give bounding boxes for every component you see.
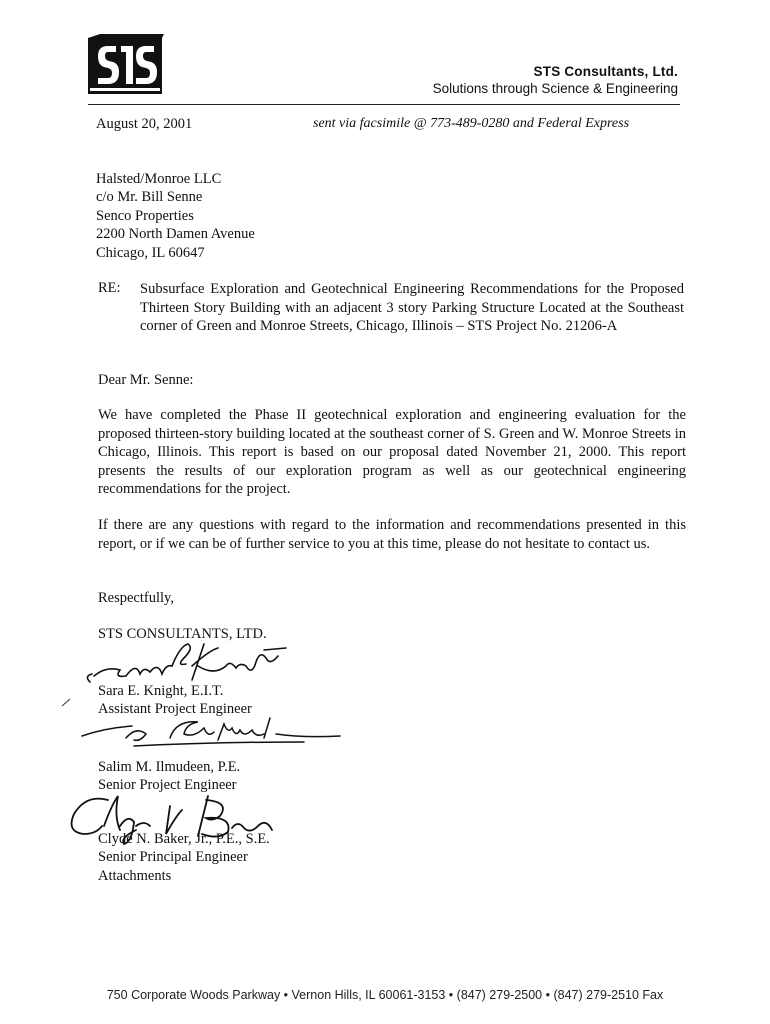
address-line: Chicago, IL 60647	[96, 244, 205, 261]
letter-date: August 20, 2001	[96, 116, 193, 132]
footer-address: 750 Corporate Woods Parkway • Vernon Hills, IL 60061-3153 • (847) 279-2500 • (847) 279-2510 Fax	[106, 988, 664, 1002]
company-block	[433, 64, 678, 96]
stray-mark	[60, 696, 74, 708]
body-paragraph: If there are any questions with regard to the information and recommendations presented in this report, or if we can be of further service to you at this time, please do not hesitate to contact us.	[98, 517, 686, 552]
address-line: Senco Properties	[96, 207, 194, 224]
recipient-address	[96, 170, 255, 262]
re-subject: Subsurface Exploration and Geotechnical Engineering Recommendations for the Proposed Thirteen Story Building with an adjacent 3 story Parking Structure Located at the Southeast corner of Green and Monroe Streets, Chicago, Illinois – STS Project No. 21206-A	[140, 281, 684, 335]
header-divider	[88, 104, 680, 105]
address-line: Halsted/Monroe LLC	[96, 171, 222, 187]
signer-title: Senior Project Engineer	[98, 777, 237, 794]
signature-ilmudeen	[74, 708, 354, 758]
attachments-note: Attachments	[98, 867, 172, 884]
salutation: Dear Mr. Senne:	[98, 372, 194, 388]
delivery-note: sent via facsimile @ 773-489-0280 and Federal Express	[313, 116, 630, 131]
re-label: RE:	[98, 280, 121, 296]
firm-name-signature: STS CONSULTANTS, LTD.	[98, 626, 267, 642]
company-tagline: Solutions through Science & Engineering	[432, 81, 678, 96]
address-line: c/o Mr. Bill Senne	[96, 189, 203, 206]
signer-name: Sara E. Knight, E.I.T.	[98, 683, 224, 699]
signer-name: Clyde N. Baker, Jr., P.E., S.E.	[98, 831, 270, 847]
signer-title: Senior Principal Engineer	[98, 849, 248, 866]
company-name: STS Consultants, Ltd.	[533, 64, 678, 79]
body-paragraph: We have completed the Phase II geotechnical exploration and engineering evaluation for the proposed thirteen-story building located at the southeast corner of S. Green and W. Monroe Streets in Chicago, Illinois. This report is based on our proposal dated November 21, 2000. This report presents the results of our exploration program as well as our geotechnical engineering recommendations for the project.	[98, 407, 686, 498]
address-line: 2200 North Damen Avenue	[96, 226, 255, 243]
closing: Respectfully,	[98, 590, 174, 606]
sts-logo	[86, 34, 164, 98]
signer-name: Salim M. Ilmudeen, P.E.	[98, 759, 241, 775]
signer-baker	[98, 830, 270, 885]
signer-title: Assistant Project Engineer	[98, 701, 252, 718]
